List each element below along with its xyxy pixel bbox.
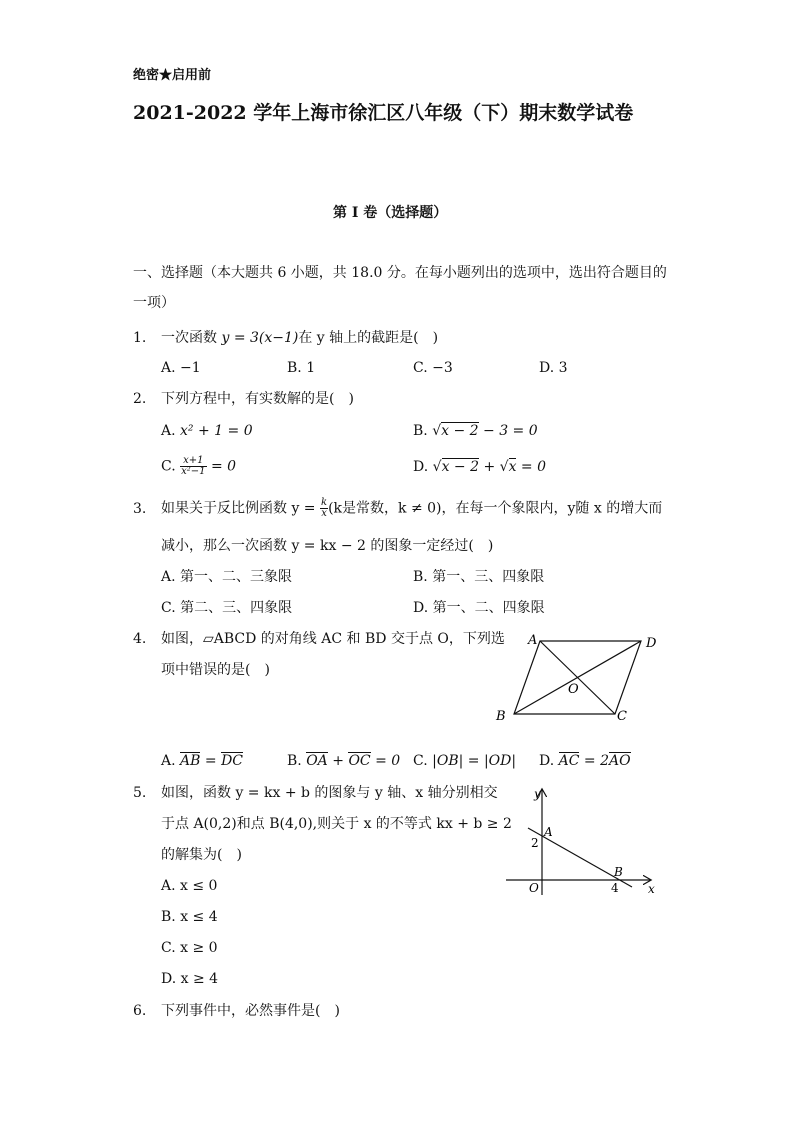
y-axis-label: y bbox=[534, 787, 541, 801]
option-c: C. −3 bbox=[413, 360, 453, 376]
stem-text: 如果关于反比例函数 y = bbox=[161, 500, 320, 517]
math-expression: − 3 = 0 bbox=[478, 423, 538, 439]
question-2-stem: 下列方程中，有实数解的是( ) bbox=[161, 391, 354, 407]
vector: AC bbox=[558, 753, 580, 769]
math-expression: = 0 bbox=[516, 459, 547, 475]
stem-text: (k是常数，k ≠ 0)，在每一个象限内，y随 x 的增大而 bbox=[328, 500, 663, 517]
numerator: k bbox=[321, 497, 328, 508]
x-axis-label: x bbox=[648, 882, 655, 896]
option-c bbox=[413, 752, 516, 770]
vector: AB bbox=[180, 753, 201, 769]
option-label: A. bbox=[161, 423, 176, 439]
question-4-stem: 如图，▱ABCD 的对角线 AC 和 BD 交于点 O，下列选 bbox=[161, 631, 505, 647]
tick-label-4: 4 bbox=[611, 881, 619, 895]
question-4-stem-cont: 项中错误的是( ) bbox=[161, 662, 270, 678]
numerator: x+1 bbox=[180, 456, 206, 467]
origin-label: O bbox=[529, 881, 539, 895]
question-6-stem: 下列事件中，必然事件是( ) bbox=[161, 1003, 340, 1019]
question-3-stem bbox=[161, 498, 662, 519]
option-d: D. 3 bbox=[539, 360, 568, 376]
option-b: B. x ≤ 4 bbox=[161, 909, 218, 925]
diagonal-bd bbox=[514, 641, 641, 714]
question-1-stem bbox=[161, 329, 438, 347]
section-heading: 一、选择题（本大题共 6 小题，共 18.0 分。在每小题列出的选项中，选出符合题目的 bbox=[133, 265, 667, 281]
option-a: A. −1 bbox=[161, 360, 201, 376]
question-number: 3. bbox=[133, 501, 147, 517]
fraction bbox=[320, 498, 328, 519]
parallelogram-figure bbox=[490, 628, 670, 728]
math-expression: + bbox=[479, 459, 500, 475]
question-5-stem-cont: 于点 A(0,2)和点 B(4,0),则关于 x 的不等式 kx + b ≥ 2 bbox=[161, 816, 512, 832]
sqrt-expression: √x − 2 bbox=[432, 459, 479, 475]
option-label: C. bbox=[413, 753, 428, 769]
stem-text: 在 y 轴上的截距是( ) bbox=[298, 330, 439, 346]
question-3-stem-cont: 减小，那么一次函数 y = kx − 2 的图象一定经过( ) bbox=[161, 538, 494, 554]
option-c: C. 第二、三、四象限 bbox=[161, 600, 293, 616]
option-label: D. bbox=[413, 459, 429, 475]
option-c: C. x ≥ 0 bbox=[161, 940, 218, 956]
vector: AO bbox=[609, 753, 631, 769]
linear-function-figure bbox=[500, 780, 665, 900]
question-number: 4. bbox=[133, 631, 147, 647]
vector: DC bbox=[221, 753, 243, 769]
stem-text: 一次函数 bbox=[161, 330, 222, 346]
math-expression: = 0 bbox=[206, 458, 237, 475]
radicand: x − 2 bbox=[441, 459, 479, 475]
vector: |OD| bbox=[483, 753, 517, 769]
math-expression: x² + 1 = 0 bbox=[180, 423, 253, 439]
volume-title: 第 I 卷（选择题） bbox=[333, 205, 448, 221]
center-label-o: O bbox=[568, 682, 579, 697]
sqrt-expression: √x bbox=[499, 459, 517, 475]
option-a: A. 第一、二、三象限 bbox=[161, 569, 293, 585]
secret-label: 绝密★启用前 bbox=[133, 68, 212, 83]
denominator: x bbox=[321, 508, 327, 519]
option-b bbox=[287, 752, 400, 770]
page-title: 2021-2022 学年上海市徐汇区八年级（下）期末数学试卷 bbox=[133, 102, 634, 124]
question-number: 6. bbox=[133, 1003, 147, 1019]
point-label-a: A bbox=[544, 825, 553, 839]
option-label: C. bbox=[161, 458, 176, 475]
point-label-b: B bbox=[614, 865, 623, 879]
radicand: x bbox=[508, 459, 517, 475]
math-expression: y = 3(x−1) bbox=[221, 330, 299, 346]
math-operator: + bbox=[327, 753, 349, 769]
math-operator: = 2 bbox=[579, 753, 610, 769]
question-number: 1. bbox=[133, 330, 147, 346]
vertex-label-c: C bbox=[617, 709, 627, 724]
option-a bbox=[161, 422, 253, 440]
tick-label-2: 2 bbox=[531, 836, 539, 850]
math-operator: = bbox=[463, 753, 484, 769]
question-5-stem-cont: 的解集为( ) bbox=[161, 847, 242, 863]
option-label: B. bbox=[287, 753, 302, 769]
question-number: 2. bbox=[133, 391, 147, 407]
option-d bbox=[539, 752, 631, 770]
vector: OA bbox=[306, 753, 328, 769]
option-a: A. x ≤ 0 bbox=[161, 878, 218, 894]
option-b bbox=[413, 422, 538, 440]
option-b: B. 第一、三、四象限 bbox=[413, 569, 545, 585]
vertex-label-b: B bbox=[496, 709, 506, 724]
option-b: B. 1 bbox=[287, 360, 316, 376]
option-label: D. bbox=[539, 753, 555, 769]
option-d: D. 第一、二、四象限 bbox=[413, 600, 545, 616]
math-operator: = bbox=[200, 753, 222, 769]
option-d bbox=[413, 458, 546, 476]
vector: |OB| bbox=[432, 753, 464, 769]
option-c bbox=[161, 456, 236, 477]
vector: OC bbox=[348, 753, 371, 769]
vertex-label-a: A bbox=[528, 633, 538, 648]
option-label: B. bbox=[413, 423, 428, 439]
option-d: D. x ≥ 4 bbox=[161, 971, 219, 987]
math-expression: = 0 bbox=[370, 753, 401, 769]
question-5-stem: 如图，函数 y = kx + b 的图象与 y 轴、x 轴分别相交 bbox=[161, 785, 498, 801]
sqrt-expression: √x − 2 bbox=[432, 423, 479, 439]
denominator: x²−1 bbox=[181, 466, 206, 477]
section-heading-cont: 一项） bbox=[133, 295, 175, 311]
radicand: x − 2 bbox=[441, 423, 479, 439]
vertex-label-d: D bbox=[646, 636, 657, 651]
question-number: 5. bbox=[133, 785, 147, 801]
fraction bbox=[180, 456, 206, 477]
option-label: A. bbox=[161, 753, 176, 769]
option-a bbox=[161, 752, 243, 770]
